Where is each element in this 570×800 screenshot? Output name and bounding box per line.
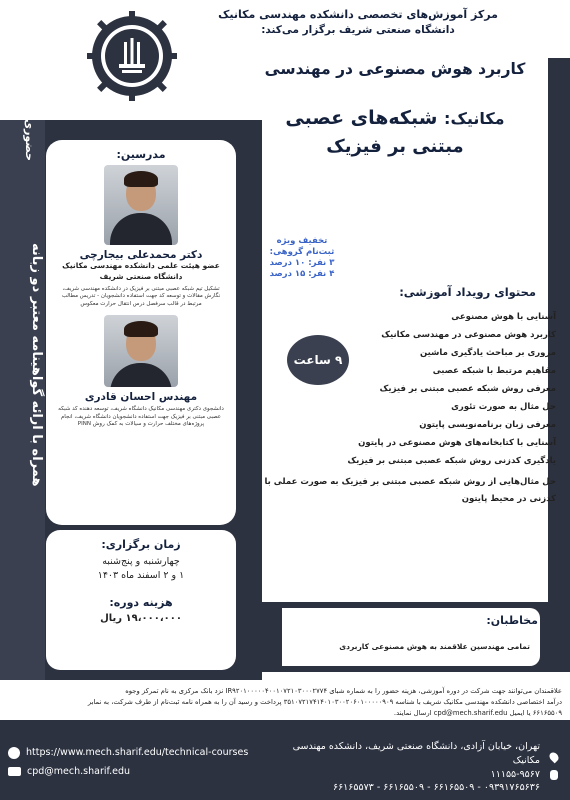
topic-item: معرفی روش شبکه عصبی مبتنی بر فیزیک <box>379 384 556 395</box>
topic-item: کاربرد هوش مصنوعی در مهندسی مکانیک <box>381 330 556 341</box>
topic-item: یادگیری کدزنی روش شبکه عصبی مبتنی بر فیزیک <box>347 456 556 467</box>
web-icon <box>8 747 20 759</box>
instructor-name: دکتر محمدعلی بیجارچی <box>79 249 203 261</box>
payment-instructions <box>10 686 562 719</box>
payment-line: درآمد اختصاصی دانشکده مهندسی مکانیک شریف با شناسه ۳۵۱۰۷۲۱۷۴۱۴۰۱۰۳۰۰۲۰۶۰۱۰۰۰۰۰۹۰۹ پرداخت و رسید آن را به همراه نامه ثبت‌نام از طرف شرکت، به نمابر <box>87 697 562 706</box>
fee-value: ۱۹،۰۰۰،۰۰۰ ریال <box>100 612 182 624</box>
discount-line: ۴ نفر: ۱۵ درصد <box>269 269 335 280</box>
email-icon <box>8 767 21 776</box>
footer-contact <box>270 740 540 795</box>
schedule-heading: زمان برگزاری: <box>101 538 181 551</box>
email-link[interactable]: cpd@mech.sharif.edu <box>27 766 131 777</box>
topic-list <box>251 312 556 514</box>
schedule-dates: ۱ و ۲ اسفند ماه ۱۴۰۳ <box>97 570 185 582</box>
location-icon <box>548 751 561 764</box>
duration-badge: ۹ ساعت <box>287 335 349 385</box>
topic-item: مفاهیم مرتبط با شبکه عصبی <box>432 366 556 377</box>
schedule-days: چهارشنبه و پنج‌شنبه <box>102 556 180 567</box>
course-title-line-2: شبکه‌های عصبی <box>285 107 438 129</box>
instructor-photo <box>104 165 178 245</box>
instructor-university: دانشگاه صنعتی شریف <box>99 271 183 281</box>
discount-line: ثبت‌نام گروهی: <box>269 247 335 258</box>
instructors-card <box>46 140 236 525</box>
header <box>158 8 558 37</box>
instructor-bio: تشکیل تیم شبکه عصبی مبتنی بر فیزیک در دانشکده مهندسی شریف، نگارش مقالات و توسعه کد جهت استفاده دانشجویان - تدریس مطالب مرتبط در قالب سرفصل درس انتقال حرارت معکوس <box>61 285 221 308</box>
topic-item: آشنایی با هوش مصنوعی <box>451 312 556 322</box>
topic-item: حل مثال‌هایی از روش شبکه عصبی مبتنی بر فیزیک به صورت عملی با کدزنی در محیط پایتون <box>264 477 556 504</box>
discount-line: ۳ نفر: ۱۰ درصد <box>269 258 335 269</box>
topic-item: حل مثال به صورت تئوری <box>451 402 556 413</box>
contact-icons <box>548 752 560 792</box>
topic-item: معرفی زبان برنامه‌نویسی پایتون <box>419 420 556 431</box>
group-discount <box>254 236 350 280</box>
certificate-label: همراه با ارائه گواهینامه معتبر دو زبانه <box>29 243 44 487</box>
website-link[interactable]: https://www.mech.sharif.edu/technical-courses <box>26 747 249 758</box>
instructor-photo <box>104 315 178 387</box>
course-title-prefix: مکانیک: <box>444 109 505 128</box>
instructor-bio: دانشجوی دکتری مهندسی مکانیک دانشگاه شریف، توسعه دهنده کد شبکه عصبی مبتنی بر فیزیک جهت استفاده دانشجویان دانشگاه شریف، انجام پروژه‌های مختلف حرارت و سیالات به کمک روش PINN <box>58 405 224 428</box>
footer-postal-code: ۱۱۱۵۵-۹۵۶۷ <box>490 768 540 780</box>
phone-icon <box>550 770 558 780</box>
footer-phones: ۰۹۳۹۱۷۶۵۶۳۶ - ۶۶۱۶۵۵۰۹ - ۶۶۱۶۵۵۰۹ - ۶۶۱۶۵۵۷۳ <box>332 782 540 794</box>
payment-line: ۶۶۱۶۵۵۰۹ یا ایمیل cpd@mech.sharif.edu ارسال نمایند. <box>393 708 562 717</box>
topic-item: مروری بر مباحث یادگیری ماشین <box>419 348 556 359</box>
header-line-2: دانشگاه صنعتی شریف برگزار می‌کند: <box>261 23 455 36</box>
fee-heading: هزینه دوره: <box>109 595 173 609</box>
sharif-logo-icon <box>86 10 178 102</box>
audience-heading: مخاطبان: <box>486 614 538 627</box>
audience-value: تمامی مهندسین علاقمند به هوش مصنوعی کاربردی <box>339 642 530 651</box>
course-title <box>250 104 540 161</box>
footer-address: تهران، خیابان آزادی، دانشگاه صنعتی شریف، دانشکده مهندسی مکانیک <box>292 741 540 766</box>
instructor-name: مهندس احسان قادری <box>84 390 198 403</box>
course-title-line-1: کاربرد هوش مصنوعی در مهندسی <box>264 60 526 78</box>
schedule-card <box>46 530 236 670</box>
course-title-line-3: مبتنی بر فیزیک <box>326 136 464 158</box>
instructor-affiliation: عضو هیئت علمی دانشکده مهندسی مکانیک <box>62 261 220 270</box>
content-heading: محتوای رویداد آموزشی: <box>399 285 536 299</box>
topic-item: آشنایی با کتابخانه‌های هوش مصنوعی در پایتون <box>358 438 556 449</box>
discount-line: تخفیف ویژه <box>276 236 328 246</box>
header-line-1: مرکز آموزش‌های تخصصی دانشکده مهندسی مکانیک <box>218 8 498 21</box>
instructors-heading: مدرسین: <box>116 148 166 161</box>
footer-links <box>8 743 258 781</box>
format-label: حضوری <box>23 118 36 162</box>
payment-line: علاقمندان می‌توانند جهت شرکت در دوره آموزشی، هزینه حضور را به شماره شبای IR۹۲۰۱۰۰۰۰۰۴۰۰۱۰۷۲۱۰۳۰۰۰۲۷۷۴ نزد بانک مرکزی به نام تمرکز وجوه <box>125 687 562 695</box>
